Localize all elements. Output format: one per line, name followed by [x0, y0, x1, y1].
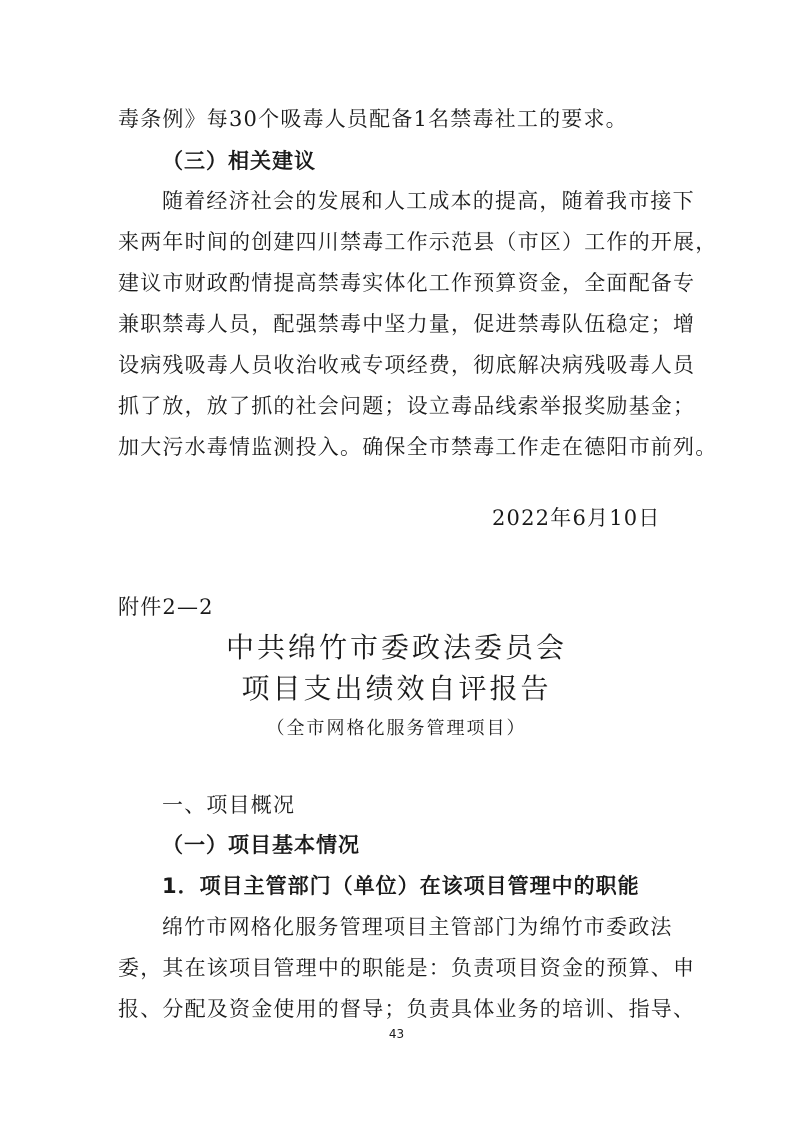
section-heading: （三）相关建议: [162, 149, 316, 173]
document-subtitle: （全市网格化服务管理项目）: [266, 718, 527, 739]
paragraph-line: 兼职禁毒人员，配强禁毒中坚力量，促进禁毒队伍稳定；增: [118, 312, 696, 336]
document-title-line-1: 中共绵竹市委政法委员会: [225, 631, 567, 664]
paragraph-line: 加大污水毒情监测投入。确保全市禁毒工作走在德阳市前列。: [118, 435, 718, 459]
document-title-line-2: 项目支出绩效自评报告: [241, 672, 552, 705]
paragraph-line: 报、分配及资金使用的督导；负责具体业务的培训、指导、: [118, 997, 696, 1021]
paragraph-line: 绵竹市网格化服务管理项目主管部门为绵竹市委政法: [162, 915, 673, 939]
paragraph-line: 来两年时间的创建四川禁毒工作示范县（市区）工作的开展，: [118, 230, 718, 254]
attachment-label: 附件2—2: [118, 595, 214, 619]
body-text-line: 毒条例》每30个吸毒人员配备1名禁毒社工的要求。: [118, 107, 628, 131]
page-number: 43: [388, 1027, 405, 1041]
subsection-heading: （一）项目基本情况: [162, 833, 360, 857]
paragraph-line: 随着经济社会的发展和人工成本的提高，随着我市接下: [162, 189, 695, 213]
paragraph-line: 设病残吸毒人员收治收戒专项经费，彻底解决病残吸毒人员: [118, 353, 696, 377]
paragraph-line: 抓了放，放了抓的社会问题；设立毒品线索举报奖励基金；: [118, 394, 696, 418]
subsection-heading: 1．项目主管部门（单位）在该项目管理中的职能: [162, 874, 640, 898]
date-line: 2022年6月10日: [492, 506, 661, 530]
paragraph-line: 委，其在该项目管理中的职能是：负责项目资金的预算、申: [118, 956, 696, 980]
section-heading: 一、项目概况: [162, 793, 296, 817]
paragraph-line: 建议市财政酌情提高禁毒实体化工作预算资金，全面配备专: [118, 271, 696, 295]
